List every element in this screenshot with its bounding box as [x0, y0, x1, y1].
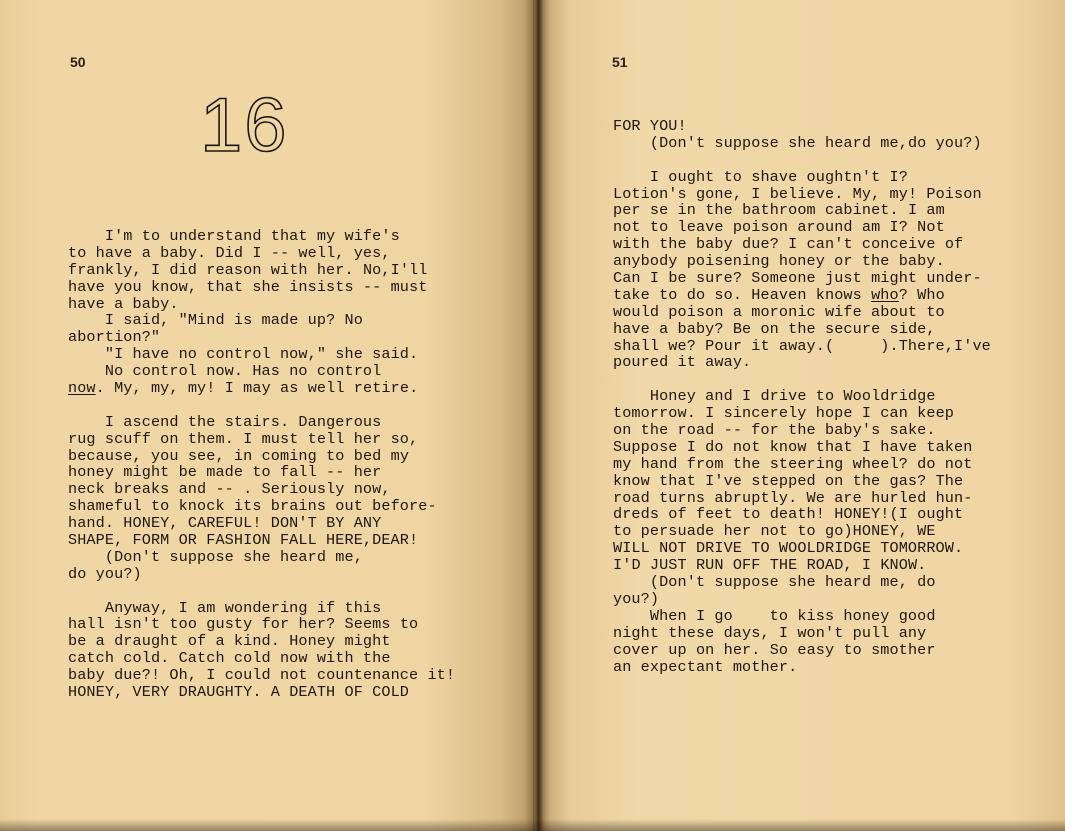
text-line [613, 152, 991, 169]
text-line: do you?) [68, 564, 142, 583]
text-line [68, 397, 455, 414]
text-line: poured it away. [613, 353, 752, 372]
text-line: frankly, I did reason with her. No,I'll [68, 260, 428, 279]
left-page-bottom-edge [0, 819, 533, 831]
text-line: FOR YOU! [613, 117, 687, 135]
text-line: road turns abruptly. We are hurled hun- [613, 488, 973, 507]
text-line: I'D JUST RUN OFF THE ROAD, I KNOW. [613, 556, 927, 575]
text-line: HONEY, VERY DRAUGHTY. A DEATH OF COLD [68, 683, 409, 702]
text-line: my hand from the steering wheel? do not [613, 454, 973, 473]
text-line: When I go to kiss honey good [649, 606, 936, 625]
text-line: tomorrow. I sincerely hope I can keep [613, 404, 954, 423]
text-line: SHAPE, FORM OR FASHION FALL HERE,DEAR! [68, 531, 419, 550]
text-line: (Don't suppose she heard me,do you?) [613, 133, 982, 152]
text-line: Can I be sure? Someone just might under- [613, 269, 982, 288]
text-line: have a baby? Be on the secure side, [613, 319, 936, 338]
text-line: I said, "Mind is made up? No [104, 311, 363, 330]
text-line: WILL NOT DRIVE TO WOOLDRIDGE TOMORROW. [613, 539, 964, 558]
text-line: (Don't suppose she heard me, [68, 547, 363, 566]
text-line: shall we? Pour it away.( ).There,I've [613, 336, 991, 355]
text-line: you?) [613, 589, 660, 608]
text-line: anybody poisening honey or the baby. [613, 252, 945, 271]
text-line: No control now. Has no control [104, 362, 382, 381]
text-line: Lotion's gone, I believe. My, my! Poison [613, 184, 982, 203]
text-line: night these days, I won't pull any [613, 623, 927, 642]
text-line: because, you see, in coming to bed my [68, 446, 410, 465]
text-line: baby due?! Oh, I could not countenance it! [68, 666, 456, 685]
left-page-body [68, 228, 455, 701]
text-line: I ascend the stairs. Dangerous [104, 412, 382, 431]
chapter-number: 16 [200, 83, 289, 168]
text-line: cover up on her. So easy to smother [613, 640, 936, 659]
page-number-right: 51 [612, 54, 628, 70]
text-line: hand. HONEY, CAREFUL! DON'T BY ANY [68, 514, 382, 533]
text-line: not to leave poison around am I? Not [613, 218, 945, 237]
text-line: neck breaks and -- . Seriously now, [68, 480, 391, 499]
text-line: rug scuff on them. I must tell her so, [68, 429, 419, 448]
page-number-left: 50 [70, 54, 86, 70]
text-line: Suppose I do not know that I have taken [613, 437, 973, 456]
text-line [68, 583, 455, 600]
text-line: per se in the bathroom cabinet. I am [613, 201, 945, 220]
text-line: abortion?" [68, 328, 161, 347]
text-line: to persuade her not to go)HONEY, WE [613, 522, 936, 541]
text-line: Honey and I drive to Wooldridge [649, 387, 936, 406]
text-line: an expectant mother. [613, 657, 798, 676]
text-line: hall isn't too gusty for her? Seems to [68, 615, 419, 634]
text-line: would poison a moronic wife about to [613, 302, 945, 321]
text-line: have a baby. [68, 294, 179, 313]
text-line: catch cold. Catch cold now with the [68, 649, 391, 668]
text-line: I ought to shave oughtn't I? [649, 167, 908, 186]
text-line: "I have no control now," she said. [68, 345, 419, 364]
text-line: have you know, that she insists -- must [68, 277, 428, 296]
text-line [613, 371, 991, 388]
text-line: honey might be made to fall -- her [68, 463, 382, 482]
text-line: dreds of feet to death! HONEY!(I ought [613, 505, 964, 524]
right-page [533, 0, 1065, 831]
text-line: know that I've stepped on the gas? The [613, 471, 964, 490]
right-page-body [613, 118, 991, 675]
text-line: I'm to understand that my wife's [104, 227, 400, 245]
text-line: now. My, my, my! I may as well retire. [68, 379, 419, 398]
text-line: on the road -- for the baby's sake. [613, 421, 936, 440]
text-line: be a draught of a kind. Honey might [68, 632, 391, 651]
text-line: (Don't suppose she heard me, do [613, 573, 936, 592]
text-line: take to do so. Heaven knows who? Who [613, 285, 945, 304]
text-line: Anyway, I am wondering if this [104, 598, 382, 617]
text-line: shameful to knock its brains out before- [68, 497, 437, 516]
right-page-bottom-edge [533, 819, 1065, 831]
text-line: to have a baby. Did I -- well, yes, [68, 243, 391, 262]
text-line: with the baby due? I can't conceive of [613, 235, 964, 254]
